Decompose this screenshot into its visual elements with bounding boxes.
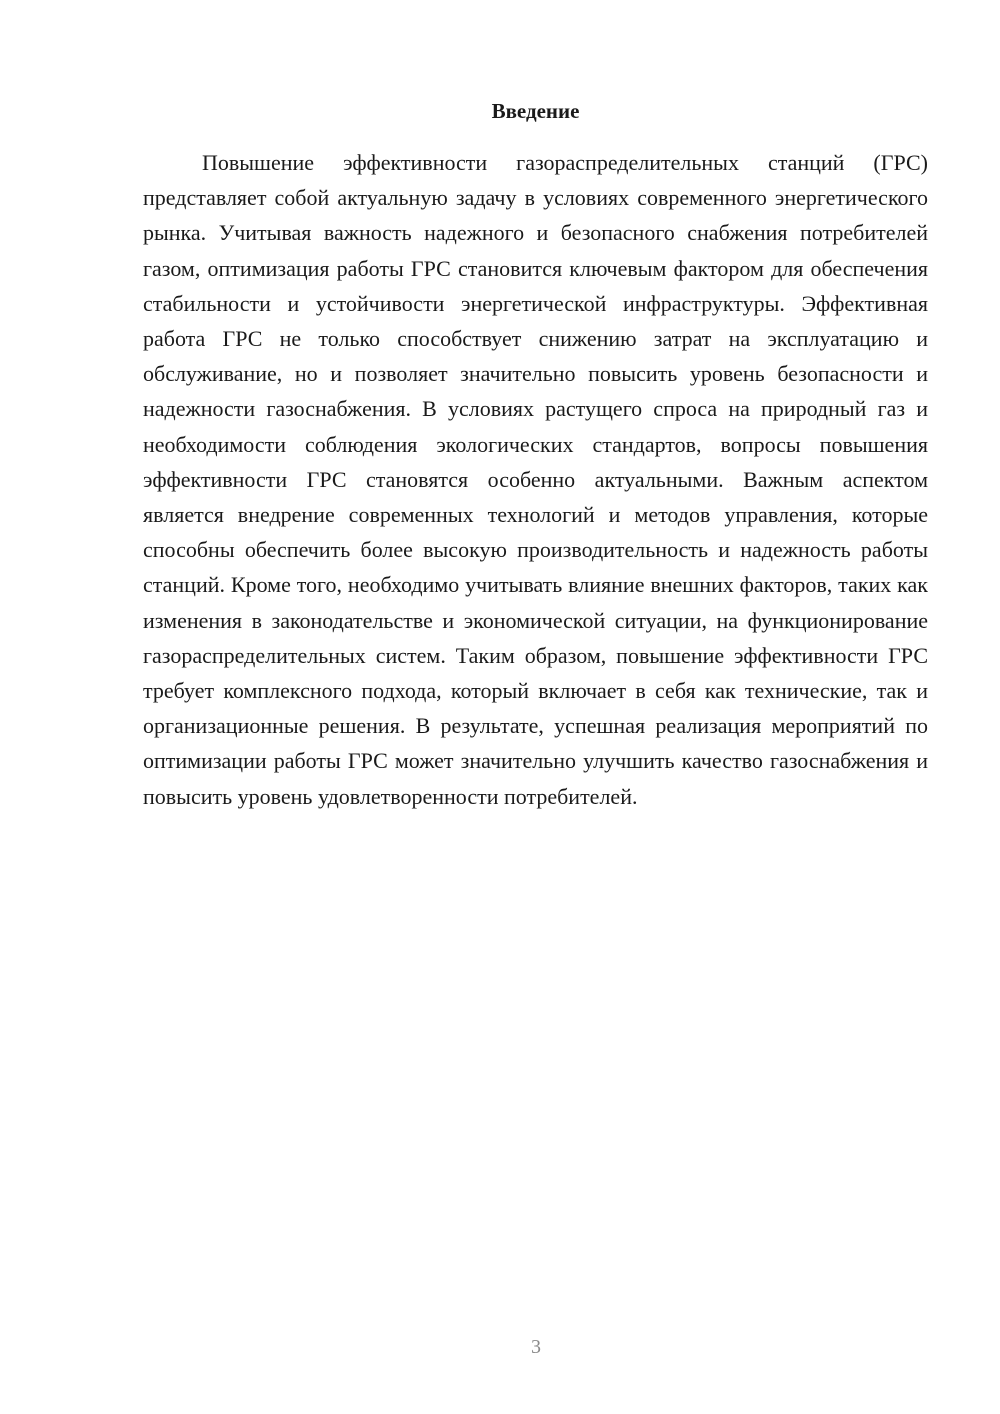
section-heading: Введение bbox=[491, 99, 580, 123]
page-number: 3 bbox=[531, 1336, 541, 1358]
body-paragraph: Повышение эффективности газораспределительных станций (ГРС) представляет собой актуальную задачу в условиях современного энергетического рынка. Учитывая важность надежного и безопасного снабжения потребителей газом, оптимизация работы ГРС становится ключевым фактором для обеспечения стабильности и устойчивости энергетической инфраструктуры. Эффективная работа ГРС не только способствует снижению затрат на эксплуатацию и обслуживание, но и позволяет значительно повысить уровень безопасности и надежности газоснабжения. В условиях растущего спроса на природный газ и необходимости соблюдения экологических стандартов, вопросы повышения эффективности ГРС становятся особенно актуальными. Важным аспектом является внедрение современных технологий и методов управления, которые способны обеспечить более высокую производительность и надежность работы станций. Кроме того, необходимо учитывать влияние внешних факторов, таких как изменения в законодательстве и экономической ситуации, на функционирование газораспределительных систем. Таким образом, повышение эффективности ГРС требует комплексного подхода, который включает в себя как технические, так и организационные решения. В результате, успешная реализация мероприятий по оптимизации работы ГРС может значительно улучшить качество газоснабжения и повысить уровень удовлетворенности потребителей. bbox=[143, 150, 928, 809]
